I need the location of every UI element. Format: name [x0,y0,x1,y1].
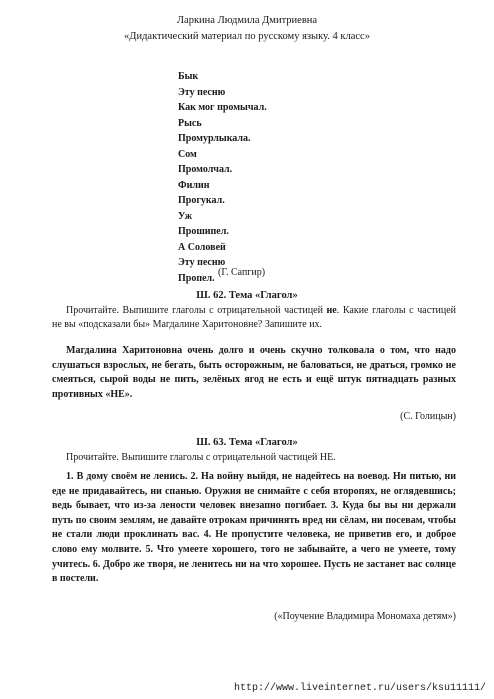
exercise-62-text: Магдалина Харитоновна очень долго и очень скучно толковала о том, что надо слушаться взрослых, не бегать, быть осторожным, не баловаться, не драться, громко не смеяться, сырой воды не пить, зелёных ягод не есть и ещё штук пятнадцать разных противных «НЕ». [52,345,456,400]
exercise-62-author: (С. Голицын) [400,411,456,422]
poem-line: Рысь [178,117,202,129]
poem-line: Промурлыкала. [178,133,251,144]
instruction-text-a: Прочитайте. Выпишите глаголы с отрицательной частицей [66,305,327,316]
exercise-62-instruction [52,304,456,332]
source-url: http://www.liveinternet.ru/users/ksu11111/ [233,683,486,694]
poem-line: Прошипел. [178,226,229,237]
exercise-62-title: Ш. 62. Тема «Глагол» [196,290,298,301]
poem-line: Пропел. [178,272,215,284]
poem-author: (Г. Сапгир) [218,267,266,278]
poem-line: Эту песню [178,257,226,268]
exercise-63-author: («Поучение Владимира Мономаха детям») [274,611,456,622]
poem-line: Как мог промычал. [178,102,267,113]
poem-line: Сом [178,148,197,160]
poem-line: Филин [178,179,210,191]
exercise-63-instruction: Прочитайте. Выпишите глаголы с отрицательной частицей НЕ. [66,452,336,463]
document-author: Ларкина Людмила Дмитриевна [176,15,318,26]
poem-line: А Соловей [178,241,226,253]
poem-line: Прогукал. [178,195,225,206]
poem [178,69,267,286]
exercise-63-title: Ш. 63. Тема «Глагол» [196,437,298,448]
poem-line: Эту песню [178,86,226,98]
instruction-text-b: . Какие глаголы с частицей не вы «подсказали бы» Магдалине Харитоновне? Запишите их. [52,305,456,330]
instruction-particle: не [326,305,337,316]
poem-line: Промолчал. [178,164,233,175]
document-title: «Дидактический материал по русскому языку. 4 класс» [124,31,370,42]
exercise-63-text: 1. В дому своём не ленись. 2. На войну выйдя, не надейтесь на воевод. Ни питью, ни еде не придавайтесь, ни спанью. Оружия не снимайте с себя второпях, не оглядевшись; ведь бывает, что из-за лености человек внезапно погибает. 3. Куда бы вы ни держали путь по своим землям, не давайте отрокам причинять вред ни сёлам, ни посевам, чтобы не стали люди проклинать вас. 4. Не пропустите человека, не приветив его, и доброе слово ему молвите. 5. Что умеете хорошего, того не забывайте, а чего не умеете, тому учитесь. 6. Добро же творя, не ленитесь ни на что хорошее. Пусть не застанет вас солнце в постели. [52,471,456,585]
poem-line: Уж [178,210,192,222]
poem-line: Бык [178,71,199,82]
